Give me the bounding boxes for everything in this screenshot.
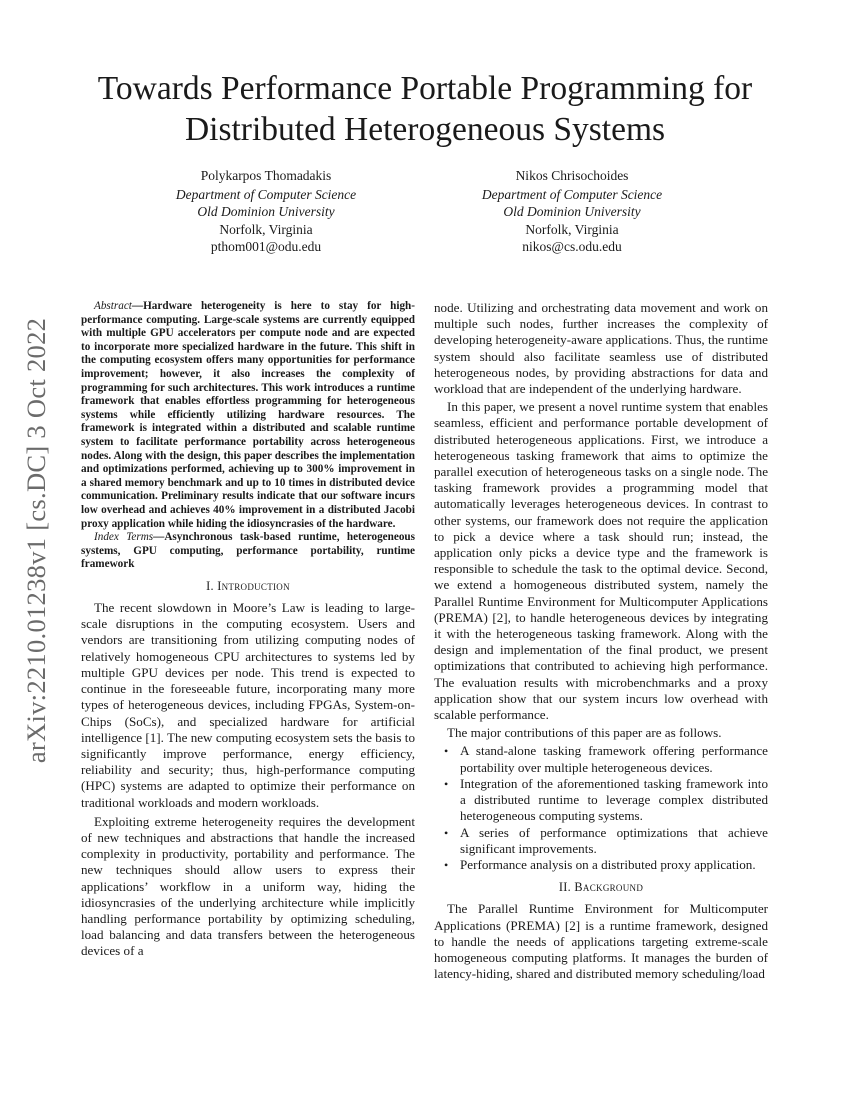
left-column bbox=[81, 300, 415, 1100]
index-terms-text: —Asynchronous task-based runtime, heterogeneous systems, GPU computing, performance portability, runtime framework bbox=[81, 531, 415, 571]
author-department: Department of Computer Science bbox=[175, 186, 357, 202]
section-heading-background: II. Background bbox=[558, 880, 644, 895]
author-email: nikos@cs.odu.edu bbox=[522, 239, 622, 254]
bullet-icon: • bbox=[444, 825, 449, 840]
arxiv-stamp-text: arXiv:2210.01238v1 [cs.DC] 3 Oct 2022 bbox=[21, 317, 52, 763]
author-email: pthom001@odu.edu bbox=[210, 239, 322, 254]
bullet-icon: • bbox=[444, 776, 449, 791]
paragraph: Exploiting extreme heterogeneity requires the development of new techniques and abstractions that handle the increased complexity in productivity, portability and performance. The new techniques should allow users to express their applications’ workflow in a uniform way, hiding the idiosyncrasies of the underlying architecture while implicitly handling performance portability by optimizing scheduling, load balancing and data transfers between the heterogeneous devices of a bbox=[81, 813, 415, 959]
author-university: Old Dominion University bbox=[197, 204, 335, 219]
bullet-icon: • bbox=[444, 744, 449, 759]
title-line-2: Distributed Heterogeneous Systems bbox=[184, 111, 666, 148]
author-department: Department of Computer Science bbox=[481, 186, 663, 202]
abstract-text: —Hardware heterogeneity is here to stay for high-performance computing. Large-scale systems are currently equipped with multiple GPU accelerators per compute node and are expected to incorporate more specialized hardware in the future. This shift in the computing ecosystem offers many opportunities for performance improvement; however, it also increases the complexity of programming for such architectures. This work introduces a runtime framework that enables effortless programming for heterogeneous systems while efficiently utilizing hardware resources. The framework is integrated within a distributed and scalable runtime system to facilitate performance portability across heterogeneous nodes. Along with the design, this paper describes the implementation and optimizations performed, achieving up to 300% improvement in a shared memory benchmark and up to 10 times in distributed device communication. Preliminary results indicate that our software incurs low overhead and achieves 40% improvement in a distributed Jacobi proxy application while hiding the idiosyncrasies of the hardware. bbox=[81, 300, 415, 530]
author-name: Nikos Chrisochoides bbox=[515, 168, 629, 183]
author-location: Norfolk, Virginia bbox=[219, 221, 313, 237]
contributions-list bbox=[434, 743, 768, 873]
paragraph: The major contributions of this paper are as follows. bbox=[447, 725, 722, 741]
author-name: Polykarpos Thomadakis bbox=[200, 168, 332, 183]
list-item bbox=[444, 743, 768, 775]
author-block-1 bbox=[106, 167, 426, 256]
arxiv-stamp bbox=[12, 300, 62, 780]
paragraph: The Parallel Runtime Environment for Multicomputer Applications (PREMA) [2] is a runtime framework, designed to handle the needs of applications targeting extreme-scale homogeneous computing platforms. It manages the burden of latency-hiding, shared and distributed memory scheduling/load bbox=[434, 901, 768, 982]
index-terms-label: Index Terms bbox=[94, 531, 154, 544]
list-item bbox=[444, 775, 768, 825]
index-terms bbox=[81, 531, 415, 572]
section-heading-introduction: I. Introduction bbox=[206, 578, 290, 593]
list-item-text: Performance analysis on a distributed proxy application. bbox=[460, 856, 756, 872]
right-column bbox=[434, 300, 768, 1100]
paragraph: The recent slowdown in Moore’s Law is leading to large-scale disruptions in the computing ecosystem. Users and vendors are transitioning from utilizing computing nodes of relatively homogeneous CPU architectures to systems led by multiple GPU devices per node. This trend is expected to continue in the foreseeable future, incorporating many more types of heterogeneous devices, including FPGAs, System-on-Chips (SoCs), and specialized hardware for artificial intelligence [1]. The new computing ecosystem sets the basis to significantly improve performance, energy efficiency, reliability and security; thus, high-performance computing (HPC) systems are adapted to optimize their performance on traditional workloads and modern workloads. bbox=[81, 600, 415, 810]
author-location: Norfolk, Virginia bbox=[525, 221, 619, 237]
list-item-text: A stand-alone tasking framework offering performance portability over multiple heterogeneous devices. bbox=[460, 743, 768, 775]
abstract bbox=[81, 300, 415, 531]
paragraph: node. Utilizing and orchestrating data movement and work on multiple such nodes, further increases the complexity of developing heterogeneity-aware applications. Thus, the runtime system should also facilitate seamless use of distributed heterogeneous nodes, by providing abstractions for data and workload that are independent of the underlying hardware. bbox=[434, 300, 768, 397]
title-line-1: Towards Performance Portable Programming for bbox=[97, 70, 753, 107]
list-item bbox=[444, 824, 768, 857]
list-item-text: Integration of the aforementioned tasking framework into a distributed runtime to leverage complex distributed heterogeneous computing systems. bbox=[460, 775, 768, 824]
bullet-icon: • bbox=[444, 857, 449, 872]
author-block-2 bbox=[412, 167, 732, 256]
abstract-label: Abstract bbox=[94, 300, 132, 312]
paper-title bbox=[60, 68, 790, 150]
author-university: Old Dominion University bbox=[503, 204, 641, 219]
paragraph: In this paper, we present a novel runtime system that enables seamless, efficient and performance portable development of distributed heterogeneous applications. First, we introduce a heterogeneous tasking framework that aims to optimize the parallel execution of heterogeneous tasks on a single node. The tasking framework provides a programming model that automatically leverages heterogeneous devices. In contrast to other systems, our framework does not require the application to pick a device where a task should run; instead, the application only picks a device type and the framework is responsible to schedule the task to the optimal device. Second, we extend a homogeneous distributed system, namely the Parallel Runtime Environment for Multicomputer Applications (PREMA) [2], to handle heterogeneous devices by integrating it with the heterogeneous tasking framework. Along with the design and implementation of the final product, we present optimizations that contributed to achieving high performance. The evaluation results with microbenchmarks and a proxy application show that our system incurs low overhead with scalable performance. bbox=[434, 399, 768, 723]
list-item-text: A series of performance optimizations that achieve significant improvements. bbox=[460, 824, 768, 856]
list-item bbox=[444, 856, 768, 873]
